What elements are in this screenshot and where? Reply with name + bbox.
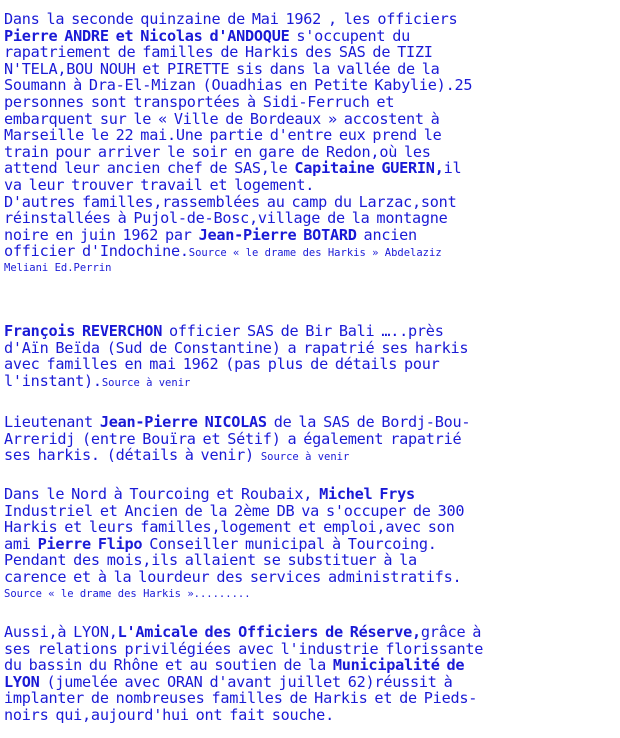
officer-name: Jean-Pierre BOTARD: [198, 225, 357, 244]
text-span: Aussi,à LYON,: [4, 623, 118, 641]
officer-name: Capitaine GUERIN,: [294, 159, 444, 178]
text-span: ses harkis. (détails à venir): [4, 446, 261, 465]
text-line: Pendant des mois,ils allaient se substituer à la: [4, 551, 417, 570]
text-span: l'instant).: [4, 371, 102, 390]
text-line: rapatriement de familles de Harkis des SAS de TIZI: [4, 43, 433, 62]
text-line: implanter de nombreuses familles de Harkis et de Pieds-: [4, 689, 478, 708]
text-line: noirs qui,aujourd'hui ont fait souche.: [4, 705, 334, 724]
paragraph-nicolas: [4, 414, 616, 464]
text-line: embarquent sur le « Ville de Bordeaux » accostent à: [4, 109, 440, 128]
text-line: avec familles en mai 1962 (pas plus de détails pour: [4, 355, 440, 374]
text-line: Arreridj (entre Bouïra et Sétif) a également rapatrié: [4, 429, 462, 448]
source-citation: Meliani Ed.Perrin: [4, 261, 112, 274]
city-name: LYON: [4, 672, 40, 691]
text-line: D'autres familles,rassemblées au camp du Larzac,sont: [4, 192, 457, 211]
text-line: [4, 536, 616, 553]
text-span: de la SAS de Bordj-Bou-: [266, 413, 471, 431]
officer-name: Jean-Pierre NICOLAS: [99, 413, 267, 431]
text-line: N'TELA,BOU NOUH et PIRETTE sis dans la vallée de la: [4, 59, 440, 78]
text-span: officier d'Indochine.: [4, 242, 189, 261]
text-span: du bassin du Rhône et au soutien de la: [4, 656, 333, 675]
text-line: [4, 323, 616, 340]
source-citation: Source « le drame des Harkis ».........: [4, 587, 251, 600]
text-line: [4, 243, 616, 260]
text-span: attend leur ancien chef de SAS,le: [4, 159, 295, 178]
text-line: [4, 160, 616, 177]
organization-name: Municipalité de: [332, 656, 465, 675]
source-citation: Source à venir: [101, 376, 191, 389]
text-line: Dans la seconde quinzaine de Mai 1962 , les officiers: [4, 10, 458, 28]
text-line: [4, 28, 616, 45]
text-span: (jumelée avec ORAN d'avant juillet 62)réussit à: [39, 672, 453, 691]
text-line: [4, 624, 616, 641]
text-span: Lieutenant: [4, 413, 100, 431]
text-line: [4, 227, 616, 244]
text-span: grâce à: [420, 623, 482, 641]
text-span: ancien: [356, 225, 417, 244]
text-line: Industriel et Ancien de la 2ème DB va s'occuper de 300: [4, 501, 465, 520]
text-line: Marseille le 22 mai.Une partie d'entre eux prend le: [4, 126, 442, 145]
paragraph-frys-flipo: [4, 486, 616, 602]
text-line: Soumann à Dra-El-Mizan (Ouadhias en Petite Kabylie).25: [4, 76, 473, 95]
text-line: personnes sont transportées à Sidi-Ferruch et: [4, 92, 395, 111]
paragraph-reverchon: [4, 323, 616, 389]
text-span: s'occupent du: [289, 26, 411, 45]
text-span: ami: [4, 534, 38, 553]
organization-name: L'Amicale des Officiers de Réserve,: [117, 623, 421, 641]
text-line: [4, 414, 616, 431]
source-citation: Source à venir: [260, 451, 350, 464]
source-citation: Source « le drame des Harkis » Abdelaziz: [188, 247, 442, 260]
text-line: Harkis et leurs familles,logement et emploi,avec son: [4, 518, 455, 537]
text-span: Conseiller municipal à Tourcoing.: [142, 534, 437, 553]
text-span: noire en juin 1962 par: [4, 225, 199, 244]
person-name: Pierre Flipo: [37, 534, 143, 553]
text-line: va leur trouver travail et logement.: [4, 175, 315, 194]
paragraph-andre-andoque: [4, 11, 616, 277]
text-line: d'Aïn Beïda (Sud de Constantine) a rapatrié ses harkis: [4, 338, 469, 357]
text-line: train pour arriver le soir en gare de Redon,où les: [4, 142, 431, 161]
text-line: [4, 657, 616, 674]
text-span: il: [443, 159, 462, 178]
officer-names: Pierre ANDRE et Nicolas d'ANDOQUE: [4, 26, 290, 45]
text-line: ses relations privilégiées avec l'industrie florissante: [4, 639, 484, 658]
person-name: Michel Frys: [319, 485, 415, 503]
text-line: [4, 674, 616, 691]
text-line: réinstallées à Pujol-de-Bosc,village de la montagne: [4, 209, 448, 228]
text-line: [4, 447, 616, 464]
text-line: [4, 486, 616, 503]
text-line: carence et à la lourdeur des services administratifs.: [4, 567, 462, 586]
text-line: [4, 373, 616, 390]
officer-name: François REVERCHON: [4, 322, 163, 340]
text-span: officier SAS de Bir Bali …..près: [162, 322, 444, 340]
paragraph-lyon-amicale: [4, 624, 616, 724]
text-span: Dans le Nord à Tourcoing et Roubaix,: [4, 485, 320, 503]
